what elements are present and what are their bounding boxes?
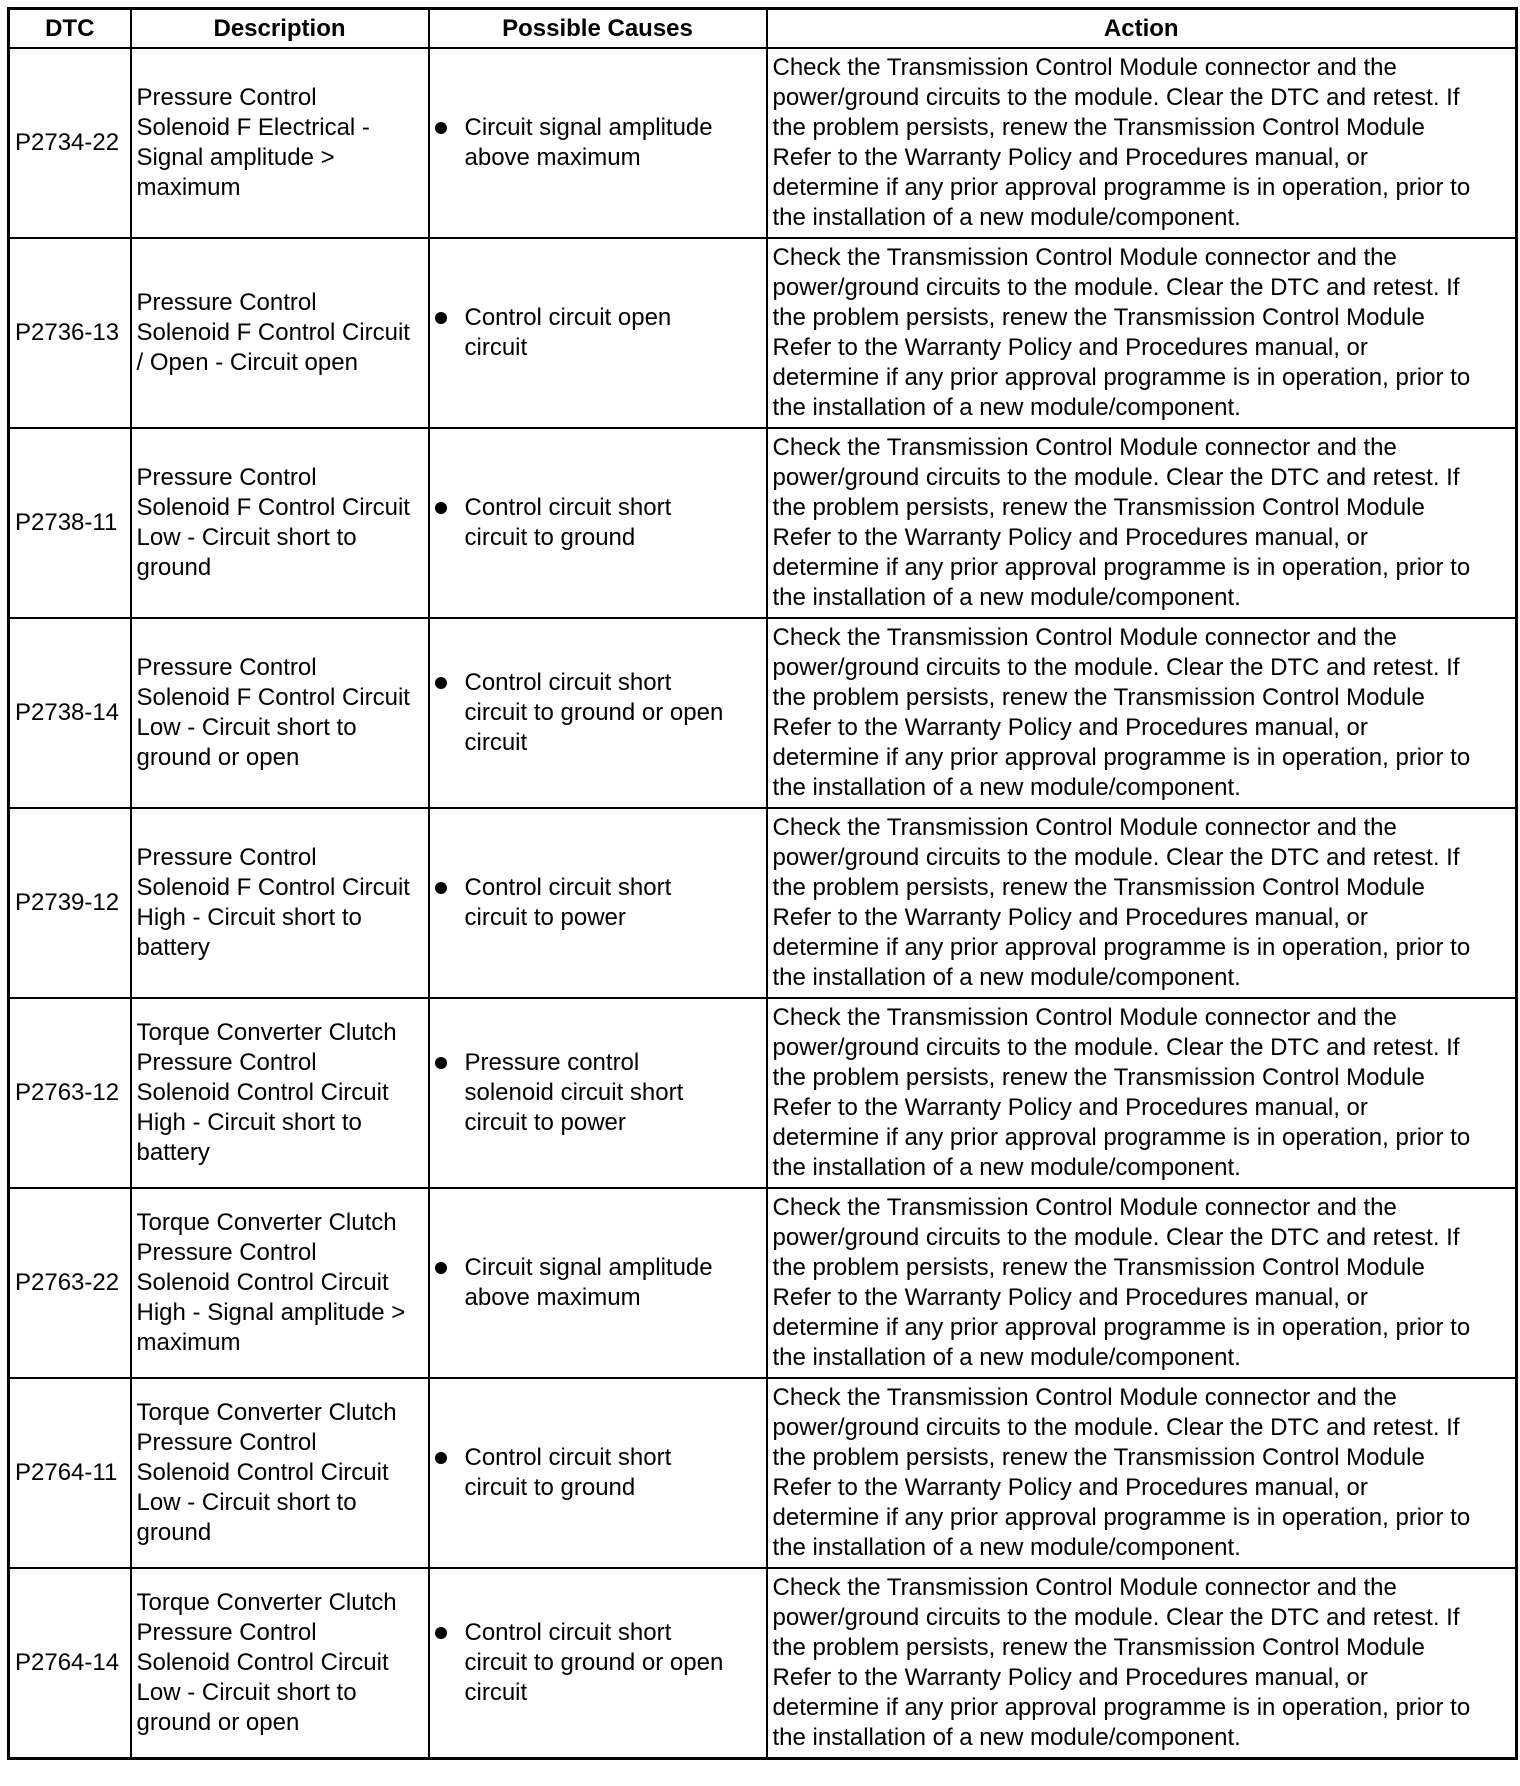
possible-cause: Circuit signal amplitude above maximum [464, 1254, 713, 1311]
bullet-icon [435, 312, 447, 324]
possible-cause: Control circuit short circuit to ground or open circuit [464, 669, 724, 756]
dtc-description: Pressure Control Solenoid F Control Circuit High - Circuit short to battery [131, 808, 429, 998]
possible-cause: Control circuit open circuit [464, 304, 672, 361]
action-text: Check the Transmission Control Module connector and the power/ground circuits to the module. Clear the DTC and retest. If the problem persists, renew the Transmission Control Module Refer to the Warranty Policy and Procedures manual, or determine if any prior approval programme is in operation, prior to the installation of a new module/component. [767, 238, 1517, 428]
possible-causes-cell [429, 1188, 767, 1378]
dtc-table-container [7, 7, 1515, 1760]
dtc-description: Torque Converter Clutch Pressure Control Solenoid Control Circuit Low - Circuit short to ground [131, 1378, 429, 1568]
bullet-icon [435, 1262, 447, 1274]
table-row [9, 1378, 1517, 1568]
dtc-description: Pressure Control Solenoid F Control Circuit / Open - Circuit open [131, 238, 429, 428]
possible-causes-cell [429, 428, 767, 618]
table-row [9, 1568, 1517, 1759]
bullet-icon [435, 1627, 447, 1639]
bullet-icon [435, 1452, 447, 1464]
bullet-icon [435, 502, 447, 514]
possible-cause: Pressure control solenoid circuit short circuit to power [464, 1049, 684, 1136]
header-possible-causes: Possible Causes [429, 9, 767, 49]
dtc-code: P2738-14 [9, 618, 131, 808]
bullet-icon [435, 677, 447, 689]
dtc-code: P2734-22 [9, 48, 131, 238]
bullet-icon [435, 882, 447, 894]
action-text: Check the Transmission Control Module connector and the power/ground circuits to the module. Clear the DTC and retest. If the problem persists, renew the Transmission Control Module Refer to the Warranty Policy and Procedures manual, or determine if any prior approval programme is in operation, prior to the installation of a new module/component. [767, 1188, 1517, 1378]
possible-causes-cell [429, 238, 767, 428]
dtc-description: Torque Converter Clutch Pressure Control Solenoid Control Circuit High - Signal amplitude > maximum [131, 1188, 429, 1378]
action-text: Check the Transmission Control Module connector and the power/ground circuits to the module. Clear the DTC and retest. If the problem persists, renew the Transmission Control Module Refer to the Warranty Policy and Procedures manual, or determine if any prior approval programme is in operation, prior to the installation of a new module/component. [767, 1568, 1517, 1759]
action-text: Check the Transmission Control Module connector and the power/ground circuits to the module. Clear the DTC and retest. If the problem persists, renew the Transmission Control Module Refer to the Warranty Policy and Procedures manual, or determine if any prior approval programme is in operation, prior to the installation of a new module/component. [767, 808, 1517, 998]
possible-causes-cell [429, 1568, 767, 1759]
action-text: Check the Transmission Control Module connector and the power/ground circuits to the module. Clear the DTC and retest. If the problem persists, renew the Transmission Control Module Refer to the Warranty Policy and Procedures manual, or determine if any prior approval programme is in operation, prior to the installation of a new module/component. [767, 428, 1517, 618]
header-action: Action [767, 9, 1517, 49]
possible-cause: Control circuit short circuit to ground [464, 1444, 672, 1501]
header-row [9, 9, 1517, 49]
possible-causes-cell [429, 1378, 767, 1568]
possible-cause: Circuit signal amplitude above maximum [464, 114, 713, 171]
table-row [9, 48, 1517, 238]
possible-cause: Control circuit short circuit to ground [464, 494, 672, 551]
action-text: Check the Transmission Control Module connector and the power/ground circuits to the module. Clear the DTC and retest. If the problem persists, renew the Transmission Control Module Refer to the Warranty Policy and Procedures manual, or determine if any prior approval programme is in operation, prior to the installation of a new module/component. [767, 618, 1517, 808]
table-row [9, 238, 1517, 428]
action-text: Check the Transmission Control Module connector and the power/ground circuits to the module. Clear the DTC and retest. If the problem persists, renew the Transmission Control Module Refer to the Warranty Policy and Procedures manual, or determine if any prior approval programme is in operation, prior to the installation of a new module/component. [767, 1378, 1517, 1568]
possible-cause: Control circuit short circuit to ground or open circuit [464, 1619, 724, 1706]
header-dtc: DTC [9, 9, 131, 49]
dtc-description: Pressure Control Solenoid F Control Circuit Low - Circuit short to ground [131, 428, 429, 618]
action-text: Check the Transmission Control Module connector and the power/ground circuits to the module. Clear the DTC and retest. If the problem persists, renew the Transmission Control Module Refer to the Warranty Policy and Procedures manual, or determine if any prior approval programme is in operation, prior to the installation of a new module/component. [767, 998, 1517, 1188]
table-row [9, 618, 1517, 808]
table-row [9, 998, 1517, 1188]
possible-cause: Control circuit short circuit to power [464, 874, 672, 931]
possible-causes-cell [429, 998, 767, 1188]
dtc-description: Pressure Control Solenoid F Electrical - Signal amplitude > maximum [131, 48, 429, 238]
bullet-icon [435, 1057, 447, 1069]
action-text: Check the Transmission Control Module connector and the power/ground circuits to the module. Clear the DTC and retest. If the problem persists, renew the Transmission Control Module Refer to the Warranty Policy and Procedures manual, or determine if any prior approval programme is in operation, prior to the installation of a new module/component. [767, 48, 1517, 238]
dtc-code: P2763-22 [9, 1188, 131, 1378]
dtc-code: P2764-11 [9, 1378, 131, 1568]
dtc-description: Torque Converter Clutch Pressure Control Solenoid Control Circuit High - Circuit short to battery [131, 998, 429, 1188]
dtc-code: P2739-12 [9, 808, 131, 998]
dtc-description: Torque Converter Clutch Pressure Control Solenoid Control Circuit Low - Circuit short to ground or open [131, 1568, 429, 1759]
dtc-code: P2738-11 [9, 428, 131, 618]
possible-causes-cell [429, 808, 767, 998]
dtc-code: P2736-13 [9, 238, 131, 428]
dtc-description: Pressure Control Solenoid F Control Circuit Low - Circuit short to ground or open [131, 618, 429, 808]
dtc-table [7, 7, 1518, 1760]
possible-causes-cell [429, 618, 767, 808]
table-row [9, 428, 1517, 618]
table-row [9, 1188, 1517, 1378]
table-row [9, 808, 1517, 998]
possible-causes-cell [429, 48, 767, 238]
dtc-code: P2764-14 [9, 1568, 131, 1759]
bullet-icon [435, 122, 447, 134]
dtc-code: P2763-12 [9, 998, 131, 1188]
header-description: Description [131, 9, 429, 49]
